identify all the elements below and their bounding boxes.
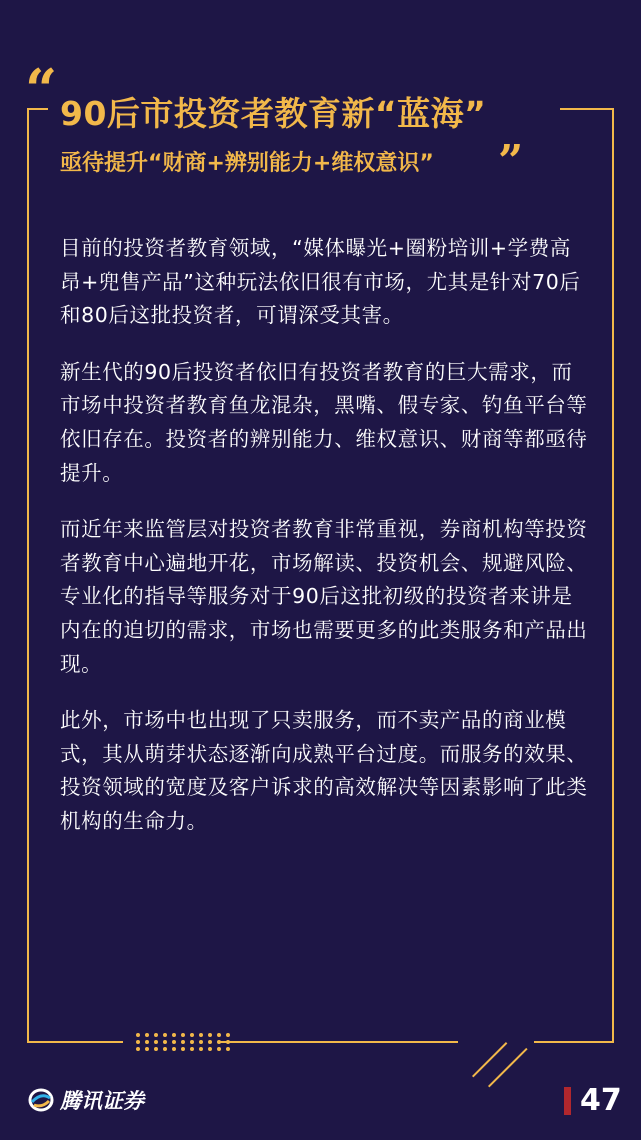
grid-dot [145, 1033, 149, 1037]
grid-dot [226, 1047, 230, 1051]
grid-dot [190, 1033, 194, 1037]
grid-dot [172, 1047, 176, 1051]
grid-dot [181, 1047, 185, 1051]
open-quote-icon: “ [25, 57, 58, 123]
grid-dot [154, 1040, 158, 1044]
frame-bottom-left [27, 1041, 123, 1043]
article-body [60, 232, 590, 862]
brand [28, 1085, 144, 1115]
frame-left [27, 108, 29, 1043]
grid-dot [172, 1033, 176, 1037]
grid-dot [181, 1033, 185, 1037]
grid-dot [217, 1040, 221, 1044]
paragraph-4: 此外，市场中也出现了只卖服务，而不卖产品的商业模式，其从萌芽状态逐渐向成熟平台过度。而服务的效果、投资领域的宽度及客户诉求的高效解决等因素影响了此类机构的生命力。 [60, 708, 588, 833]
frame-top-right [560, 108, 613, 110]
grid-dot [190, 1040, 194, 1044]
close-quote-icon: ” [498, 136, 524, 187]
grid-dot [136, 1047, 140, 1051]
grid-dot [226, 1033, 230, 1037]
frame-bottom-mid [218, 1041, 458, 1043]
grid-dot [208, 1047, 212, 1051]
grid-dot [199, 1033, 203, 1037]
grid-dot [199, 1040, 203, 1044]
grid-dot [163, 1040, 167, 1044]
paragraph-1: 目前的投资者教育领域，“媒体曝光+圈粉培训+学费高昂+兜售产品”这种玩法依旧很有市场，尤其是针对70后和80后这批投资者，可谓深受其害。 [60, 236, 581, 328]
grid-dot [154, 1033, 158, 1037]
grid-dot [190, 1047, 194, 1051]
dot-grid-decoration [136, 1033, 232, 1051]
tencent-logo-icon [28, 1088, 54, 1112]
grid-dot [145, 1040, 149, 1044]
frame-right [612, 108, 614, 1043]
grid-dot [163, 1047, 167, 1051]
grid-dot [217, 1033, 221, 1037]
grid-dot [136, 1040, 140, 1044]
frame-bottom-right [534, 1041, 614, 1043]
page-title: 90后市投资者教育新“蓝海” [60, 94, 487, 133]
paragraph-3: 而近年来监管层对投资者教育非常重视，券商机构等投资者教育中心遍地开花，市场解读、投资机会、规避风险、专业化的指导等服务对于90后这批初级的投资者来讲是内在的迫切的需求，市场也需要更多的此类服务和产品出现。 [60, 517, 588, 676]
page-number-marker [564, 1087, 571, 1115]
grid-dot [163, 1033, 167, 1037]
grid-dot [199, 1047, 203, 1051]
grid-dot [226, 1040, 230, 1044]
grid-dot [181, 1040, 185, 1044]
grid-dot [208, 1033, 212, 1037]
grid-dot [217, 1047, 221, 1051]
grid-dot [208, 1040, 212, 1044]
grid-dot [145, 1047, 149, 1051]
page-subtitle: 亟待提升“财商+辨别能力+维权意识” [60, 151, 434, 176]
grid-dot [172, 1040, 176, 1044]
brand-name: 腾讯证券 [60, 1089, 144, 1113]
grid-dot [136, 1033, 140, 1037]
grid-dot [154, 1047, 158, 1051]
paragraph-2: 新生代的90后投资者依旧有投资者教育的巨大需求，而市场中投资者教育鱼龙混杂，黑嘴、假专家、钓鱼平台等依旧存在。投资者的辨别能力、维权意识、财商等都亟待提升。 [60, 359, 588, 485]
page-number: 47 [580, 1083, 622, 1118]
